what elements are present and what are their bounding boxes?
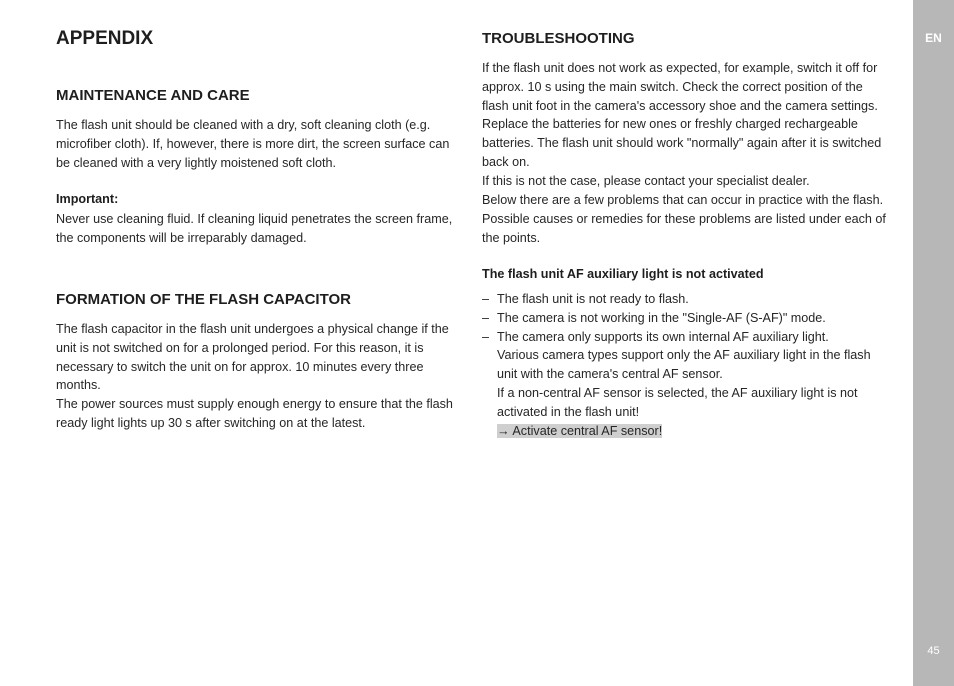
- troubleshooting-body-2: If this is not the case, please contact your specialist dealer.: [482, 174, 810, 188]
- capacitor-body-2: The power sources must supply enough energy to ensure that the flash ready light lights up 30 s after switching on at the latest.: [56, 397, 453, 430]
- list-item: [482, 309, 887, 328]
- troubleshooting-body-1: If the flash unit does not work as expected, for example, switch it off for approx. 10 s using the main switch. Check the correct position of the flash unit foot in the camera's accessory shoe and the camera settings. Replace the batteries for new ones or freshly charged rechargeable batteries. The flash unit should work "normally" again after it is switched back on.: [482, 61, 882, 169]
- maintenance-heading: MAINTENANCE AND CARE: [56, 87, 250, 104]
- action-highlight: → Activate central AF sensor!: [497, 423, 663, 438]
- list-item-subtext: If a non-central AF sensor is selected, the AF auxiliary light is not activated in the flash unit!: [497, 385, 858, 419]
- list-item: [482, 290, 887, 309]
- page-sidebar: [913, 0, 954, 686]
- list-item-text: The camera is not working in the "Single-AF (S-AF)" mode.: [497, 310, 826, 325]
- cause-list: [482, 290, 887, 440]
- page-number: 45: [927, 645, 940, 657]
- dash-marker: –: [482, 329, 490, 344]
- list-item-subtext: Various camera types support only the AF auxiliary light in the flash unit with the camera's central AF sensor.: [497, 348, 871, 382]
- list-item: [482, 328, 887, 441]
- capacitor-heading: FORMATION OF THE FLASH CAPACITOR: [56, 291, 351, 308]
- page-title: APPENDIX: [56, 28, 154, 49]
- dash-marker: –: [482, 310, 490, 325]
- important-label: Important:: [56, 192, 119, 206]
- troubleshooting-heading: TROUBLESHOOTING: [482, 30, 635, 47]
- list-item-text: The camera only supports its own internal AF auxiliary light.: [497, 329, 829, 344]
- language-tab: EN: [925, 31, 942, 45]
- capacitor-body-1: The flash capacitor in the flash unit undergoes a physical change if the unit is not switched on for a prolonged period. For this reason, it is necessary to switch the unit on for approx. 10 minutes every three months.: [56, 322, 449, 393]
- af-problem-label: The flash unit AF auxiliary light is not activated: [482, 267, 764, 281]
- troubleshooting-body-3: Below there are a few problems that can occur in practice with the flash. Possible causes or remedies for these problems are listed under each of the points.: [482, 193, 886, 245]
- list-item-text: The flash unit is not ready to flash.: [497, 292, 689, 306]
- important-body: Never use cleaning fluid. If cleaning liquid penetrates the screen frame, the components will be irreparably damaged.: [56, 212, 453, 245]
- dash-marker: –: [482, 292, 490, 306]
- maintenance-body: The flash unit should be cleaned with a dry, soft cleaning cloth (e.g. microfiber cloth). If, however, there is more dirt, the screen surface can be cleaned with a very lightly moistened soft cloth.: [56, 118, 450, 170]
